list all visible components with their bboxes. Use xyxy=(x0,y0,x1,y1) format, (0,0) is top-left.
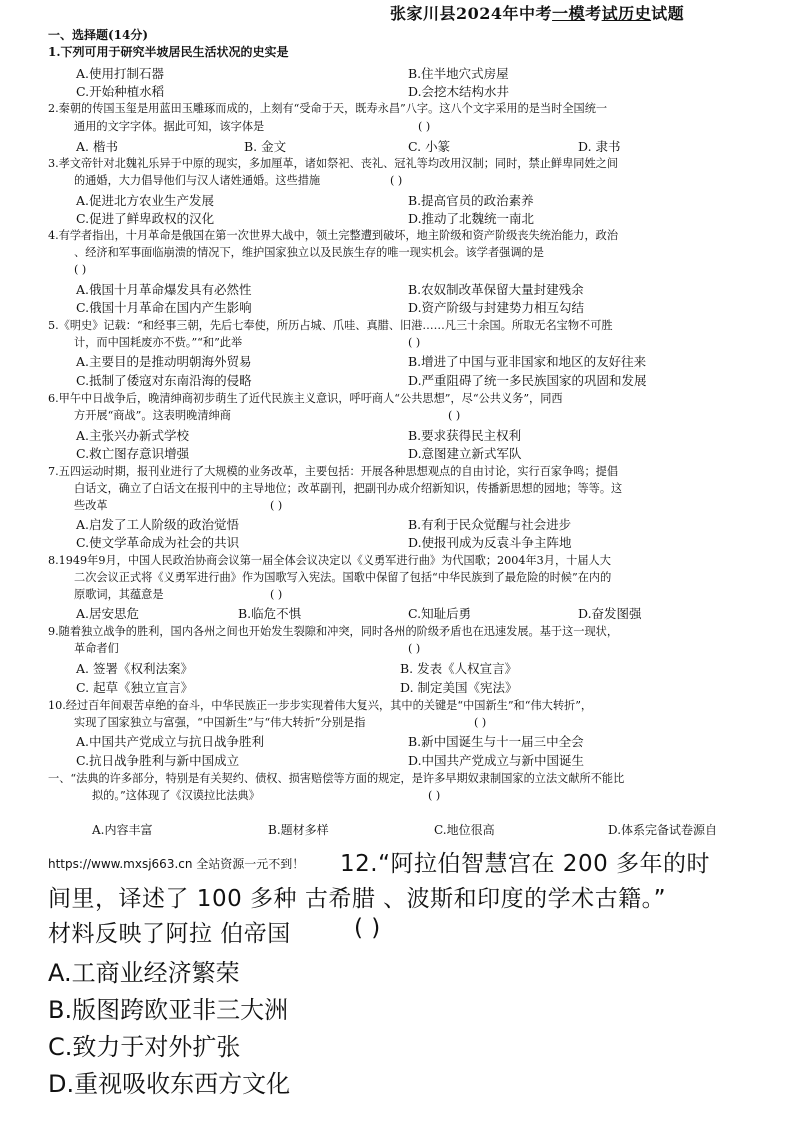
q9-option-d: D. 制定美国《宪法》 xyxy=(400,680,518,695)
q3-option-c: C.促进了鲜卑政权的汉化 xyxy=(76,211,215,226)
q4-option-a: A.俄国十月革命爆发具有必然性 xyxy=(76,282,252,297)
q4-option-c: C.俄国十月革命在国内产生影响 xyxy=(76,300,252,315)
q7-option-b: B.有利于民众觉醒与社会进步 xyxy=(408,517,572,532)
section-heading: 一、选择题(14分) xyxy=(48,28,149,42)
q6-option-b: B.要求获得民主权利 xyxy=(408,428,522,443)
q5-stem-line1: 5.《明史》记载：“和经事三朝，先后七奉使，所历占城、爪哇、真腊、旧港……凡三十余国。所取无名宝物不可胜 xyxy=(48,319,613,332)
q9-stem-line1: 9.随着独立战争的胜利，国内各州之间也开始发生裂隙和冲突，同时各州的阶级矛盾也在迅速发展。基于这一现状， xyxy=(48,625,619,638)
q12-option-c: C.致力于对外扩张 xyxy=(48,1033,241,1061)
q4-stem-line2: 、经济和军事面临崩溃的情况下，维护国家独立以及民族生存的唯一现实机会。该学者强调的是 xyxy=(74,246,544,259)
q6-option-d: D.意图建立新式军队 xyxy=(408,446,522,461)
q2-stem-line1: 2.秦朝的传国玉玺是用蓝田玉雕琢而成的，上刻有“受命于天，既寿永昌”八字。这八个文字采用的是当时全国统一 xyxy=(48,102,608,115)
q8-answer-paren: ( ) xyxy=(270,588,283,601)
q1-stem: 1.下列可用于研究半坡居民生活状况的史实是 xyxy=(48,45,289,59)
exam-title xyxy=(390,1,684,24)
q12-option-a: A.工商业经济繁荣 xyxy=(48,959,240,987)
q2-option-a: A. 楷书 xyxy=(76,139,118,154)
q7-option-d: D.使报刊成为反袁斗争主阵地 xyxy=(408,535,572,550)
q3-option-d: D.推动了北魏统一南北 xyxy=(408,211,535,226)
q10-option-d: D.中国共产党成立与新中国诞生 xyxy=(408,753,585,768)
q10-option-a: A.中国共产党成立与抗日战争胜利 xyxy=(76,734,265,749)
q2-answer-paren: ( ) xyxy=(418,120,431,133)
q3-stem-line1: 3.孝文帝针对北魏礼乐异于中原的现实，多加厘革，诸如祭祀、丧礼、冠礼等均改用汉制；同时，禁止鲜卑同姓之间 xyxy=(48,157,619,170)
q5-option-a: A.主要目的是推动明朝海外贸易 xyxy=(76,354,252,369)
q11-option-a: A.内容丰富 xyxy=(92,823,153,837)
q9-option-a: A. 签署《权利法案》 xyxy=(76,661,193,676)
q7-option-c: C.使文学革命成为社会的共识 xyxy=(76,535,240,550)
q9-option-b: B. 发表《人权宣言》 xyxy=(400,661,518,676)
q11-option-c: C.地位很高 xyxy=(434,823,495,837)
title-underlined-2: 试历史 xyxy=(601,4,652,23)
q6-option-c: C.救亡图存意识增强 xyxy=(76,446,190,461)
q11-answer-paren: ( ) xyxy=(428,789,441,802)
q8-option-b: B.临危不惧 xyxy=(238,606,302,621)
q4-option-b: B.农奴制改革保留大量封建残余 xyxy=(408,282,584,297)
q9-stem-line2: 革命者们 xyxy=(74,642,119,655)
site-watermark: https://www.mxsj663.cn 全站资源一元不到！ xyxy=(48,857,305,871)
q3-answer-paren: ( ) xyxy=(390,174,403,187)
q7-option-a: A.启发了工人阶级的政治觉悟 xyxy=(76,517,240,532)
q1-option-d: D.会挖木结构水井 xyxy=(408,84,510,99)
q3-stem-line2: 的通婚，大力倡导他们与汉人诸姓通婚。这些措施 xyxy=(74,174,321,187)
q5-option-c: C.抵制了倭寇对东南沿海的侵略 xyxy=(76,373,252,388)
q10-stem-line1: 10.经过百年间艰苦卓绝的奋斗，中华民族正一步步实现着伟大复兴，其中的关键是“中国新生”和“伟大转折”， xyxy=(48,699,593,712)
title-prefix: 张家川县2024年中考 xyxy=(390,4,553,23)
q12-answer-paren: ( ) xyxy=(354,915,381,941)
q5-option-b: B.增进了中国与亚非国家和地区的友好往来 xyxy=(408,354,647,369)
title-suffix: 试题 xyxy=(651,4,685,23)
q8-option-c: C.知耻后勇 xyxy=(408,606,472,621)
q2-option-d: D. 隶书 xyxy=(578,139,621,154)
q1-option-a: A.使用打制石器 xyxy=(76,66,165,81)
q10-option-c: C.抗日战争胜利与新中国成立 xyxy=(76,753,240,768)
q6-answer-paren: ( ) xyxy=(448,409,461,422)
q4-answer-paren: ( ) xyxy=(74,263,87,276)
q12-option-b: B.版图跨欧亚非三大洲 xyxy=(48,996,289,1024)
q12-stem-line2: 间里，译述了 100 多种 古希腊 、波斯和印度的学术古籍。” xyxy=(48,886,667,912)
q12-stem-line3: 材料反映了阿拉 伯帝国 xyxy=(48,921,291,947)
title-mid: 考 xyxy=(585,4,602,23)
q5-answer-paren: ( ) xyxy=(408,336,421,349)
q6-stem-line2: 方开展“商战”。这表明晚清绅商 xyxy=(74,409,231,422)
q11-stem-line1: 一、“法典的许多部分，特别是有关契约、债权、损害赔偿等方面的规定，是许多早期奴隶制国家的立法文献所不能比 xyxy=(48,772,625,785)
q4-option-d: D.资产阶级与封建势力相互勾结 xyxy=(408,300,585,315)
q7-stem-line3: 些改革 xyxy=(74,499,108,512)
q1-option-c: C.开始种植水稻 xyxy=(76,84,165,99)
q9-option-c: C. 起草《独立宣言》 xyxy=(76,680,194,695)
q6-stem-line1: 6.甲午中日战争后，晚清绅商初步萌生了近代民族主义意识，呼吁商人“公共思想”，尽“公共义务”，同西 xyxy=(48,392,563,405)
q8-option-a: A.居安思危 xyxy=(76,606,140,621)
q8-stem-line1: 8.1949年9月，中国人民政治协商会议第一届全体会议决定以《义勇军进行曲》为代国歌；2004年3月，十届人大 xyxy=(48,554,611,567)
q10-option-b: B.新中国诞生与十一届三中全会 xyxy=(408,734,584,749)
q10-stem-line2: 实现了国家独立与富强，“中国新生”与“伟大转折”分别是指 xyxy=(74,716,366,729)
q2-option-c: C. 小篆 xyxy=(408,139,451,154)
q8-option-d: D.奋发图强 xyxy=(578,606,642,621)
q12-option-d: D.重视吸收东西方文化 xyxy=(48,1070,291,1098)
title-underlined-1: 一模 xyxy=(552,4,586,23)
q3-option-b: B.提高官员的政治素养 xyxy=(408,193,534,208)
q11-stem-line2: 拟的。”这体现了《汉谟拉比法典》 xyxy=(92,789,260,802)
q7-stem-line2: 白话文，确立了白话文在报刊中的主导地位；改革副刊，把副刊办成介绍新知识，传播新思想的园地；等等。这 xyxy=(74,482,623,495)
q5-option-d: D.严重阻碍了统一多民族国家的巩固和发展 xyxy=(408,373,647,388)
q9-answer-paren: ( ) xyxy=(408,642,421,655)
q11-option-d: D.体系完备试卷源自 xyxy=(608,823,718,837)
q3-option-a: A.促进北方农业生产发展 xyxy=(76,193,215,208)
q7-answer-paren: ( ) xyxy=(270,499,283,512)
q12-stem-line1: 12.“阿拉伯智慧宫在 200 多年的时 xyxy=(340,851,711,877)
q2-option-b: B. 金文 xyxy=(244,139,287,154)
q8-stem-line3: 原歌词，其蕴意是 xyxy=(74,588,164,601)
q11-option-b: B.题材多样 xyxy=(268,823,329,837)
q2-stem-line2: 通用的文字字体。据此可知，该字体是 xyxy=(74,120,265,133)
q4-stem-line1: 4.有学者指出，十月革命是俄国在第一次世界大战中，领土完整遭到破坏，地主阶级和资产阶级丧失统治能力，政治 xyxy=(48,229,619,242)
q8-stem-line2: 二次会议正式将《义勇军进行曲》作为国歌写入宪法。国歌中保留了包括“中华民族到了最危险的时候”在内的 xyxy=(74,571,612,584)
q7-stem-line1: 7.五四运动时期，报刊业进行了大规模的业务改革，主要包括：开展各种思想观点的自由讨论，实行百家争鸣；提倡 xyxy=(48,465,619,478)
q6-option-a: A.主张兴办新式学校 xyxy=(76,428,190,443)
q1-option-b: B.住半地穴式房屋 xyxy=(408,66,509,81)
q10-answer-paren: ( ) xyxy=(474,716,487,729)
q5-stem-line2: 计，而中国耗废亦不赀。”“和”此举 xyxy=(74,336,243,349)
